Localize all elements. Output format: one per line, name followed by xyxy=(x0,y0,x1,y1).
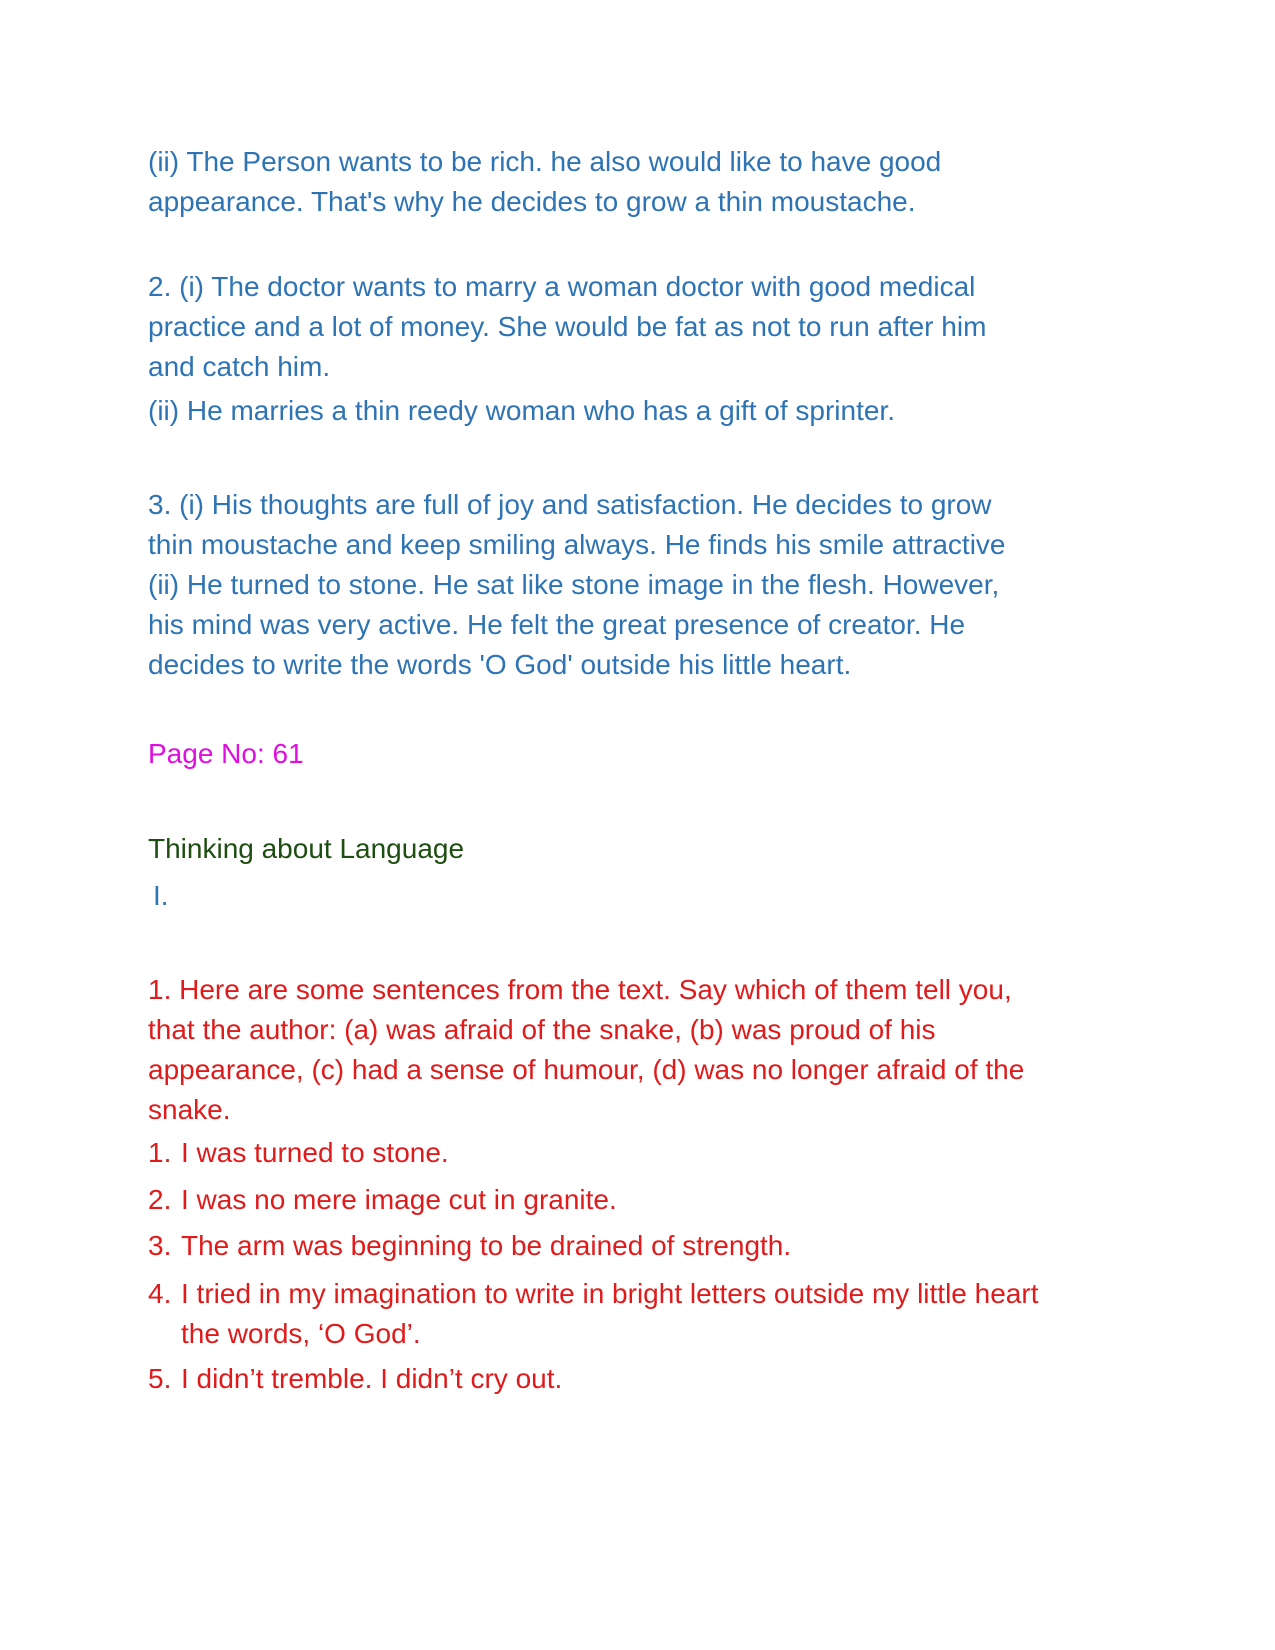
list-item-text: I didn’t tremble. I didn’t cry out. xyxy=(181,1363,563,1394)
answer-2-ii: (ii) He marries a thin reedy woman who has a gift of sprinter. xyxy=(148,395,895,426)
list-item-number: 2. xyxy=(148,1184,172,1215)
list-item xyxy=(148,1226,1108,1266)
list-item xyxy=(148,1180,1108,1220)
page-number: Page No: 61 xyxy=(148,738,304,769)
answer-3: 3. (i) His thoughts are full of joy and satisfaction. He decides to grow thin moustache and keep smiling always. He finds his smile attractive (ii) He turned to stone. He sat like stone image in the flesh. However, his mind was very active. He felt the great presence of creator. He decides to write the words 'O God' outside his little heart. xyxy=(148,489,1006,680)
list-item-text: I tried in my imagination to write in bright letters outside my little heart the words, ‘O God’. xyxy=(181,1278,1039,1349)
answer-2-i: 2. (i) The doctor wants to marry a woman doctor with good medical practice and a lot of money. She would be fat as not to run after him and catch him. xyxy=(148,271,987,382)
list-item-number: 1. xyxy=(148,1137,172,1168)
list-item-number: 3. xyxy=(148,1230,172,1261)
section-heading: Thinking about Language xyxy=(148,833,465,864)
section-roman-numeral: I. xyxy=(153,880,169,911)
answer-1-ii: (ii) The Person wants to be rich. he also would like to have good appearance. That's why he decides to grow a thin moustache. xyxy=(148,146,942,217)
list-item-text: I was turned to stone. xyxy=(181,1137,449,1168)
question-prompt: 1. Here are some sentences from the text. Say which of them tell you, that the author: (a) was afraid of the snake, (b) was proud of his appearance, (c) had a sense of humour, (d) was no longer afraid of the snake. xyxy=(148,974,1025,1125)
list-item-text: I was no mere image cut in granite. xyxy=(181,1184,617,1215)
list-item xyxy=(148,1359,1108,1399)
list-item-number: 4. xyxy=(148,1278,172,1309)
list-item xyxy=(148,1274,1048,1354)
list-item-number: 5. xyxy=(148,1363,172,1394)
list-item-text: The arm was beginning to be drained of strength. xyxy=(181,1230,792,1261)
list-item xyxy=(148,1133,1108,1173)
